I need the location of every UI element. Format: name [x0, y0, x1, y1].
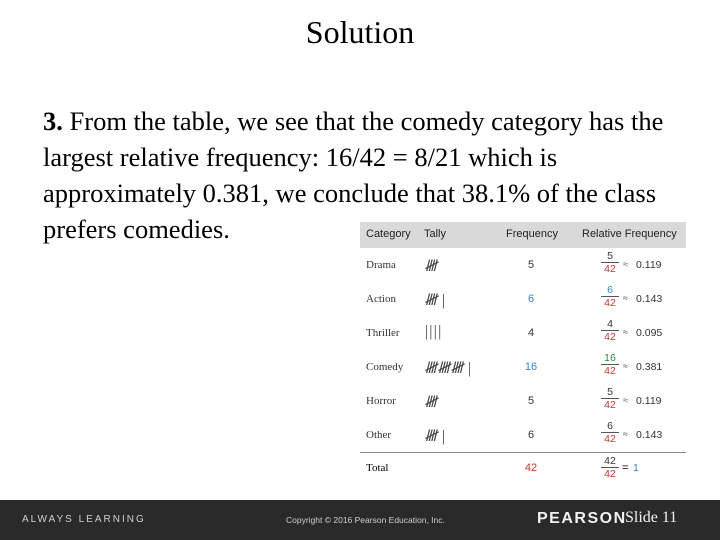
approx-sign: ≈ [623, 395, 628, 405]
total-frequency: 42 [524, 462, 538, 474]
footer-bar [0, 500, 720, 540]
row-category: Comedy [366, 361, 404, 373]
fraction-numerator: 4 [601, 318, 619, 331]
row-tally: 𝍸𝍸𝍸 | [424, 360, 472, 377]
row-fraction [601, 352, 619, 377]
header-relative-frequency: Relative Frequency [582, 228, 677, 240]
frequency-table [360, 222, 686, 485]
row-relative-frequency: 0.381 [636, 361, 663, 373]
fraction-numerator: 5 [601, 250, 619, 263]
solution-paragraph: From the table, we see that the comedy category has the largest relative frequency: 16/42 = 8/21 which is approximately 0.381, we conclude that 38.1% of the class prefers comedies. [43, 106, 664, 244]
approx-sign: ≈ [623, 327, 628, 337]
row-category: Action [366, 293, 396, 305]
row-relative-frequency: 0.119 [636, 259, 662, 271]
row-category: Other [366, 429, 392, 441]
table-header [360, 222, 686, 248]
row-frequency: 5 [527, 395, 535, 407]
pearson-logo: PEARSON [537, 510, 627, 527]
table-row [360, 384, 686, 418]
total-fraction [601, 455, 619, 480]
total-relative-frequency: 1 [633, 462, 639, 474]
row-relative-frequency: 0.143 [636, 293, 663, 305]
table-row [360, 350, 686, 384]
fraction-numerator: 5 [601, 386, 619, 399]
row-frequency: 4 [527, 327, 535, 339]
step-number: 3. [43, 106, 63, 136]
approx-sign: ≈ [623, 259, 628, 269]
fraction-denominator: 42 [604, 263, 616, 275]
row-fraction [601, 284, 619, 309]
fraction-denominator: 42 [604, 365, 616, 377]
fraction-numerator: 42 [601, 455, 619, 468]
row-relative-frequency: 0.143 [636, 429, 663, 441]
row-frequency: 6 [527, 293, 535, 305]
row-fraction [601, 420, 619, 445]
header-frequency: Frequency [506, 228, 558, 240]
fraction-numerator: 6 [601, 420, 619, 433]
fraction-denominator: 42 [604, 399, 616, 411]
equals-sign: = [622, 462, 629, 474]
header-category: Category [366, 228, 411, 240]
total-label: Total [366, 462, 389, 474]
row-category: Drama [366, 259, 396, 271]
row-category: Thriller [366, 327, 400, 339]
table-row [360, 248, 686, 282]
row-fraction [601, 318, 619, 343]
table-total-row [360, 452, 686, 485]
table-row [360, 282, 686, 316]
row-tally: 𝍸 | [424, 428, 446, 445]
fraction-denominator: 42 [604, 433, 616, 445]
fraction-numerator: 6 [601, 284, 619, 297]
table-row [360, 316, 686, 350]
row-tally: 𝍸 | [424, 292, 446, 309]
fraction-denominator: 42 [604, 468, 616, 480]
approx-sign: ≈ [623, 293, 628, 303]
slide-title: Solution [305, 14, 415, 50]
row-frequency: 16 [524, 361, 538, 373]
approx-sign: ≈ [623, 429, 628, 439]
row-tally: 𝍸 [424, 258, 438, 275]
approx-sign: ≈ [623, 361, 628, 371]
row-tally: |||| [424, 323, 442, 340]
table-row [360, 418, 686, 452]
row-fraction [601, 386, 619, 411]
row-category: Horror [366, 395, 396, 407]
footer-copyright: Copyright © 2016 Pearson Education, Inc. [286, 515, 445, 525]
fraction-denominator: 42 [604, 297, 616, 309]
row-frequency: 5 [527, 259, 535, 271]
header-tally: Tally [424, 228, 447, 240]
fraction-denominator: 42 [604, 331, 616, 343]
slide-number: Slide 11 [625, 509, 678, 526]
row-tally: 𝍸 [424, 394, 438, 411]
row-relative-frequency: 0.119 [636, 395, 662, 407]
fraction-numerator: 16 [601, 352, 619, 365]
row-relative-frequency: 0.095 [636, 327, 663, 339]
footer-tagline: ALWAYS LEARNING [22, 514, 146, 525]
row-frequency: 6 [527, 429, 535, 441]
row-fraction [601, 250, 619, 275]
